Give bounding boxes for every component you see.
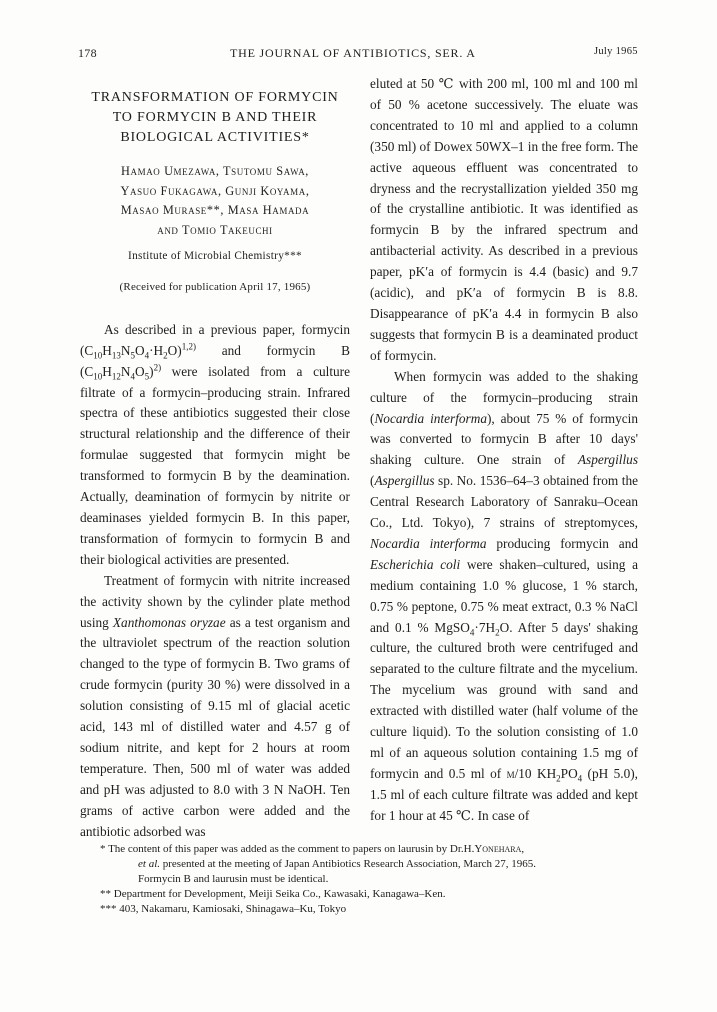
journal-title: THE JOURNAL OF ANTIBIOTICS, SER. A bbox=[230, 46, 476, 60]
right-column bbox=[370, 74, 638, 827]
paragraph-intro: As described in a previous paper, formycin $(C_{10}H_{13}N_5O_4\cdot H_2O)^{1,2)}$ and formycin B $(C_{10}H_{12}N_4O_5)^{2)}$ were isolated from a culture filtrate of a formycin–producing strain. Infrared spectra of these antibiotics suggested their close structural relationship and the difference of their formulae suggested that formycin might be transformed to formycin B by the deamination. Actually, deamination of formycin by nitrite or deaminases yielded formycin B. In this paper, transformation of formycin to formycin B and their biological activities are presented. bbox=[80, 321, 350, 567]
author-line: and Tomio Takeuchi bbox=[157, 222, 273, 237]
left-column bbox=[80, 88, 350, 842]
footnotes bbox=[100, 842, 660, 917]
title-line: BIOLOGICAL ACTIVITIES* bbox=[120, 130, 310, 145]
footnote-2: ** Department for Development, Meiji Seika Co., Kawasaki, Kanagawa–Ken. bbox=[100, 888, 446, 900]
article-title bbox=[80, 88, 350, 148]
paragraph-culture: When formycin was added to the shaking culture of the formycin–producing strain (Nocardia interforma), about 75 % of formycin was converted to formycin B after 10 days' shaking culture. One strain of Aspergillus (Aspergillus sp. No. 1536–64–3 obtained from the Central Research Laboratory of Sanraku–Ocean Co., Ltd. Tokyo), 7 strains of streptomyces, Nocardia interforma producing formycin and Escherichia coli were shaken–cultured, using a medium containing 1.0 % glucose, 1 % starch, 0.75 % peptone, 0.75 % meat extract, 0.3 % NaCl and 0.1 % $MgSO_4\cdot 7H_2O$. After 5 days' shaking culture, the cultured broth were centrifuged and separated to the culture filtrate and the mycelium. The mycelium was ground with sand and extracted with distilled water (half volume of the culture liquid). To the solution consisting of 1.0 ml of an aqueous solution containing 1.5 mg of formycin and 0.5 ml of m/10 $KH_2PO_4$ (pH 5.0), 1.5 ml of each culture filtrate was added and kept for 1 hour at 45 ℃. In case of bbox=[370, 368, 639, 823]
paragraph-elution: eluted at 50 ℃ with 200 ml, 100 ml and 100 ml of 50 % acetone successively. The eluate was concentrated to 10 ml and applied to a column (350 ml) of Dowex 50WX–1 in the free form. The active aqueous effluent was concentrated to dryness and the recrystallization yielded 350 mg of the crystalline antibiotic. It was identified as formycin B by the infrared spectrum and antibacterial activity. As described in a previous paper, pK′a of formycin is 4.4 (basic) and 9.7 (acidic), and pK′a of formycin B is 8.8. Disappearance of pK′a 4.4 in formycin B also suggests that formycin B is a deaminated product of formycin. bbox=[370, 76, 638, 363]
title-line: TO FORMYCIN B AND THEIR bbox=[112, 110, 318, 125]
title-line: TRANSFORMATION OF FORMYCIN bbox=[91, 90, 339, 105]
footnote-1: * The content of this paper was added as the comment to papers on laurusin by Dr.H.Yonehara, bbox=[100, 843, 525, 855]
footnote-3: *** 403, Nakamaru, Kamiosaki, Shinagawa–Ku, Tokyo bbox=[100, 903, 347, 915]
issue-date: July 1965 bbox=[594, 46, 638, 57]
footnote-1-note: Formycin B and laurusin must be identical. bbox=[138, 873, 329, 885]
institute: Institute of Microbial Chemistry*** bbox=[128, 250, 302, 262]
author-line: Hamao Umezawa, Tsutomu Sawa, bbox=[121, 164, 309, 178]
author-line: Yasuo Fukagawa, Gunji Koyama, bbox=[120, 183, 310, 198]
footnote-1-cont: et al. presented at the meeting of Japan Antibiotics Research Association, March 27, 1965. bbox=[138, 858, 537, 870]
paragraph-nitrite: Treatment of formycin with nitrite increased the activity shown by the cylinder plate method using Xanthomonas oryzae as a test organism and the ultraviolet spectrum of the reaction solution changed to the type of formycin B. Two grams of crude formycin (purity 30 %) were dissolved in a solution consisting of 9.15 ml of glacial acetic acid, 143 ml of distilled water and 4.57 g of sodium nitrite, and kept for 2 hours at room temperature. Then, 500 ml of water was added and pH was adjusted to 8.0 with 3 N NaOH. Ten grams of active carbon were added and the antibiotic adsorbed was bbox=[80, 572, 350, 839]
author-list bbox=[80, 162, 350, 240]
received-date: (Received for publication April 17, 1965) bbox=[119, 280, 311, 293]
page-number: 178 bbox=[78, 46, 97, 60]
author-line: Masao Murase**, Masa Hamada bbox=[120, 203, 310, 217]
